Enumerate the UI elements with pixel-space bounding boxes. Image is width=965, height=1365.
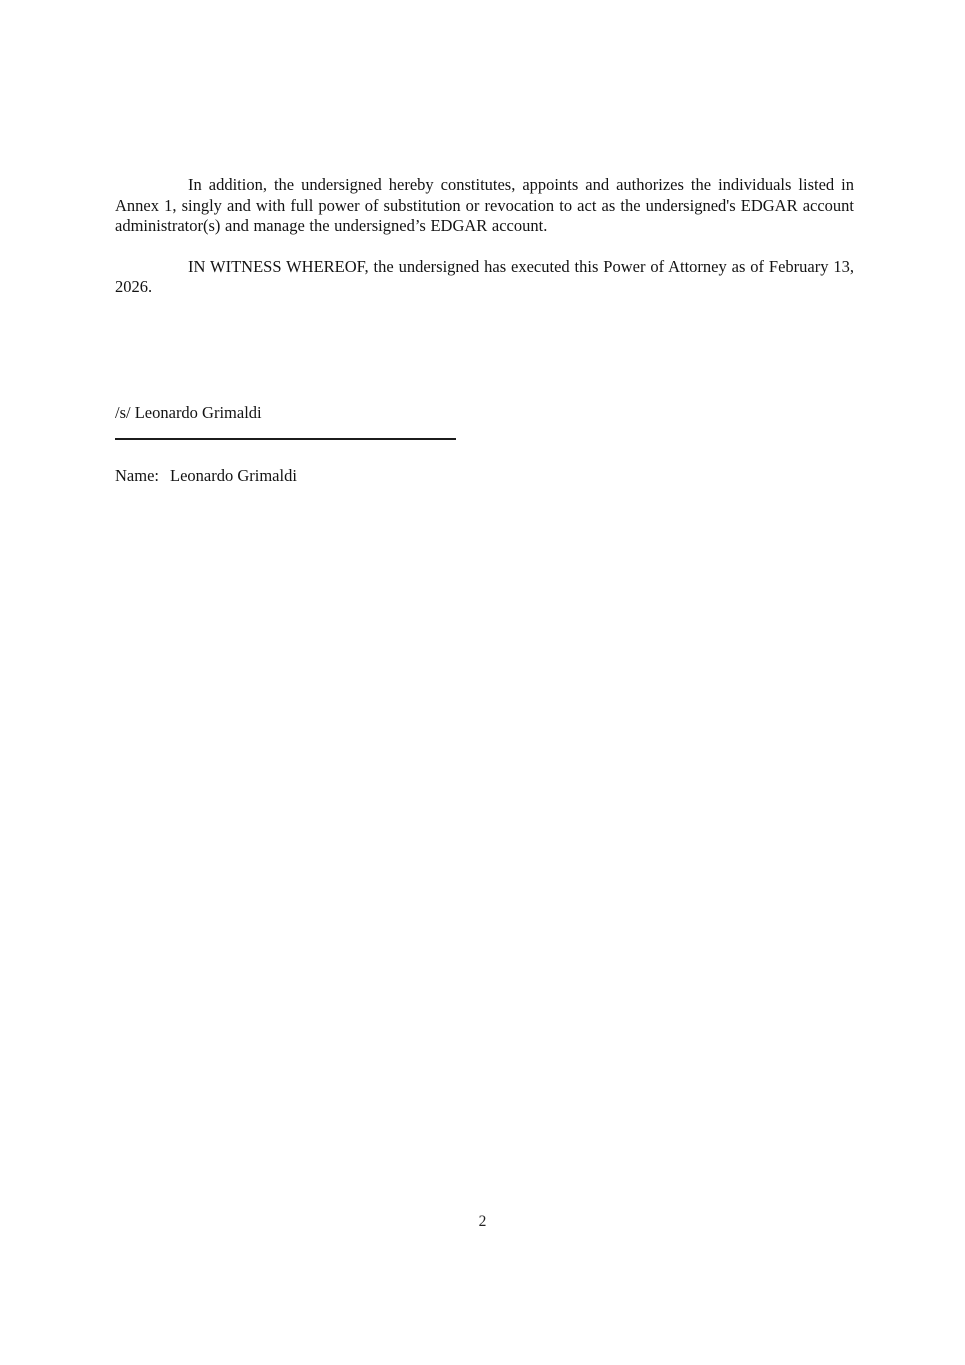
name-value: Leonardo Grimaldi [169, 466, 297, 485]
name-label: Name: [115, 466, 159, 485]
page-number: 2 [478, 1213, 487, 1230]
paragraph-in-witness-whereof: IN WITNESS WHEREOF, the undersigned has executed this Power of Attorney as of February 13, 2026. [115, 256, 854, 296]
document-body [115, 175, 854, 487]
signature-block [115, 403, 854, 487]
paragraph-edgar-authorization: In addition, the undersigned hereby constitutes, appoints and authorizes the individuals listed in Annex 1, singly and with full power of substitution or revocation to act as the undersigned's EDGAR account administrator(s) and manage the undersigned’s EDGAR account. [115, 175, 854, 235]
signature-line [115, 438, 456, 440]
signature-name-row [115, 466, 854, 487]
signature-conformed-text: /s/ Leonardo Grimaldi [115, 402, 262, 422]
